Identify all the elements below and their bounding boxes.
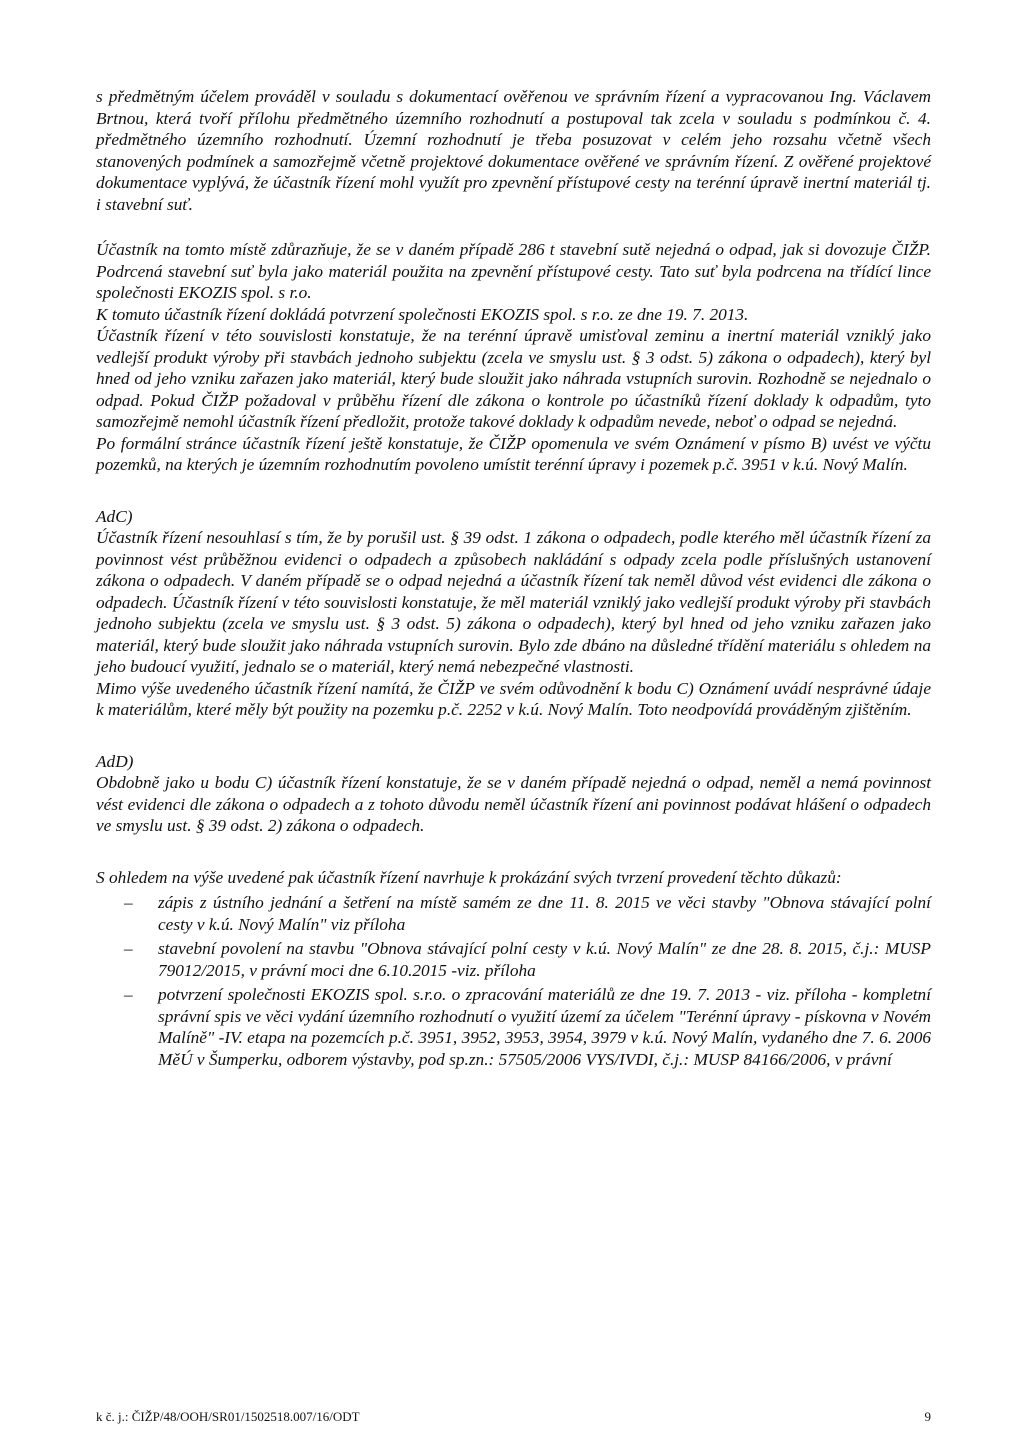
document-body <box>96 86 931 1073</box>
section-heading-add: AdD) <box>96 751 134 771</box>
list-item <box>96 892 931 935</box>
evidence-list <box>96 892 931 1070</box>
paragraph-evidence-intro: S ohledem na výše uvedené pak účastník řízení navrhuje k prokázání svých tvrzení provedení těchto důkazů: <box>96 867 842 887</box>
paragraph-add-reporting: Obdobně jako u bodu C) účastník řízení konstatuje, že se v daném případě nejedná o odpad, neměl a nemá povinnost vést evidenci dle zákona o odpadech a z tohoto důvodu neměl účastník řízení ani povinnost podávat hlášení o odpadech ve smyslu ust. § 39 odst. 2) zákona o odpadech. <box>96 773 931 835</box>
paragraph-inert-material: Účastník řízení v této souvislosti konstatuje, že na terénní úpravě umisťoval zeminu a inertní materiál vzniklý jako vedlejší produkt výroby při stavbách jednoho subjektu (zcela ve smyslu ust. § 3 odst. 5) zákona o odpadech), který byl hned od jeho vzniku zařazen jako materiál, který bude sloužit jako náhrada vstupních surovin. Rozhodně se nejednalo o odpad. Pokud ČIŽP požadoval v průběhu řízení dle zákona o kontrole po účastníků řízení doklady k odpadům, tyto samozřejmě nemohl účastník řízení předložit, protože takové doklady k odpadům nevede, neboť o odpad se nejedná. <box>96 326 931 431</box>
paragraph-construction-rubble: Účastník na tomto místě zdůrazňuje, že se v daném případě 286 t stavební sutě nejedná o odpad, jak si dovozuje ČIŽP. Podrcená stavební suť byla jako materiál použita na zpevnění přístupové cesty. Tato suť byla podrcena na třídící lince společnosti EKOZIS spol. s r.o. <box>96 240 931 302</box>
list-item <box>96 938 931 981</box>
bullet-dash: – <box>124 939 133 958</box>
paragraph-adc-records: Účastník řízení nesouhlasí s tím, že by porušil ust. § 39 odst. 1 zákona o odpadech, podle kterého měl účastník řízení za povinnost vést průběžnou evidenci o odpadech a způsobech nakládání s odpady zcela podle příslušných ustanovení zákona o odpadech. V daném případě se o odpad nejedná a účastník řízení tak neměl důvod vést evidenci dle zákona o odpadech. Účastník řízení v této souvislosti konstatuje, že měl materiál vzniklý jako vedlejší produkt výroby při stavbách jednoho subjektu (zcela ve smyslu ust. § 3 odst. 5) zákona o odpadech), který byl hned od jeho vzniku zařazen jako materiál, který bude sloužit jako náhrada vstupních surovin. Bylo zde dbáno na důsledné třídění materiálu s ohledem na jeho budoucí využití, jednalo se o materiál, který nemá nebezpečné vlastnosti. <box>96 528 931 676</box>
page-footer <box>96 1409 931 1431</box>
list-item-text: stavební povolení na stavbu "Obnova stávající polní cesty v k.ú. Nový Malín" ze dne 28. 8. 2015, č.j.: MUSP 79012/2015, v právní moci dne 6.10.2015 -viz. příloha <box>158 939 931 980</box>
bullet-dash: – <box>124 893 133 912</box>
section-heading-adc: AdC) <box>96 506 133 526</box>
paragraph-ekozis-confirmation: K tomuto účastník řízení dokládá potvrzení společnosti EKOZIS spol. s r.o. ze dne 19. 7. 2013. <box>96 304 749 324</box>
paragraph-formal-objection: Po formální stránce účastník řízení ještě konstatuje, že ČIŽP opomenula ve svém Oznámení v písmo B) uvést ve výčtu pozemků, na kterých je územním rozhodnutím povoleno umístit terénní úpravy i pozemek p.č. 3951 v k.ú. Nový Malín. <box>96 433 931 474</box>
paragraph-zoning-decision: s předmětným účelem prováděl v souladu s dokumentací ověřenou ve správním řízení a vypracovanou Ing. Václavem Brtnou, která tvoří přílohu předmětného územního rozhodnutí a postupoval tak zcela v souladu s podmínkou č. 4. předmětného územního rozhodnutí. Územní rozhodnutí je třeba posuzovat v celém jeho rozsahu včetně všech stanovených podmínek a samozřejmě včetně projektové dokumentace ověřené ve správním řízení. Z ověřené projektové dokumentace vyplývá, že účastník řízení mohl využít pro zpevnění přístupové cesty na terénní úpravě inertní materiál tj. i stavební suť. <box>96 87 931 214</box>
bullet-dash: – <box>124 985 133 1004</box>
paragraph-adc-parcel-2252: Mimo výše uvedeného účastník řízení namítá, že ČIŽP ve svém odůvodnění k bodu C) Oznámení uvádí nesprávné údaje k materiálům, které měly být použity na pozemku p.č. 2252 v k.ú. Nový Malín. Toto neodpovídá prováděným zjištěním. <box>96 678 931 719</box>
list-item <box>96 984 931 1070</box>
list-item-text: zápis z ústního jednání a šetření na místě samém ze dne 11. 8. 2015 ve věci stavby "Obnova stávající polní cesty v k.ú. Nový Malín" viz příloha <box>158 893 931 934</box>
file-reference: k č. j.: ČIŽP/48/OOH/SR01/1502518.007/16/ODT <box>96 1409 360 1424</box>
page-number: 9 <box>924 1409 931 1424</box>
list-item-text: potvrzení společnosti EKOZIS spol. s.r.o. o zpracování materiálů ze dne 19. 7. 2013 - viz. příloha - kompletní správní spis ve věci vydání územního rozhodnutí o využití území za účelem "Terénní úpravy - pískovna v Novém Malíně" -IV. etapa na pozemcích p.č. 3951, 3952, 3953, 3954, 3979 v k.ú. Nový Malín, vydaného dne 7. 6. 2006 MěÚ v Šumperku, odborem výstavby, pod sp.zn.: 57505/2006 VYS/IVDI, č.j.: MUSP 84166/2006, v právní <box>158 985 931 1069</box>
